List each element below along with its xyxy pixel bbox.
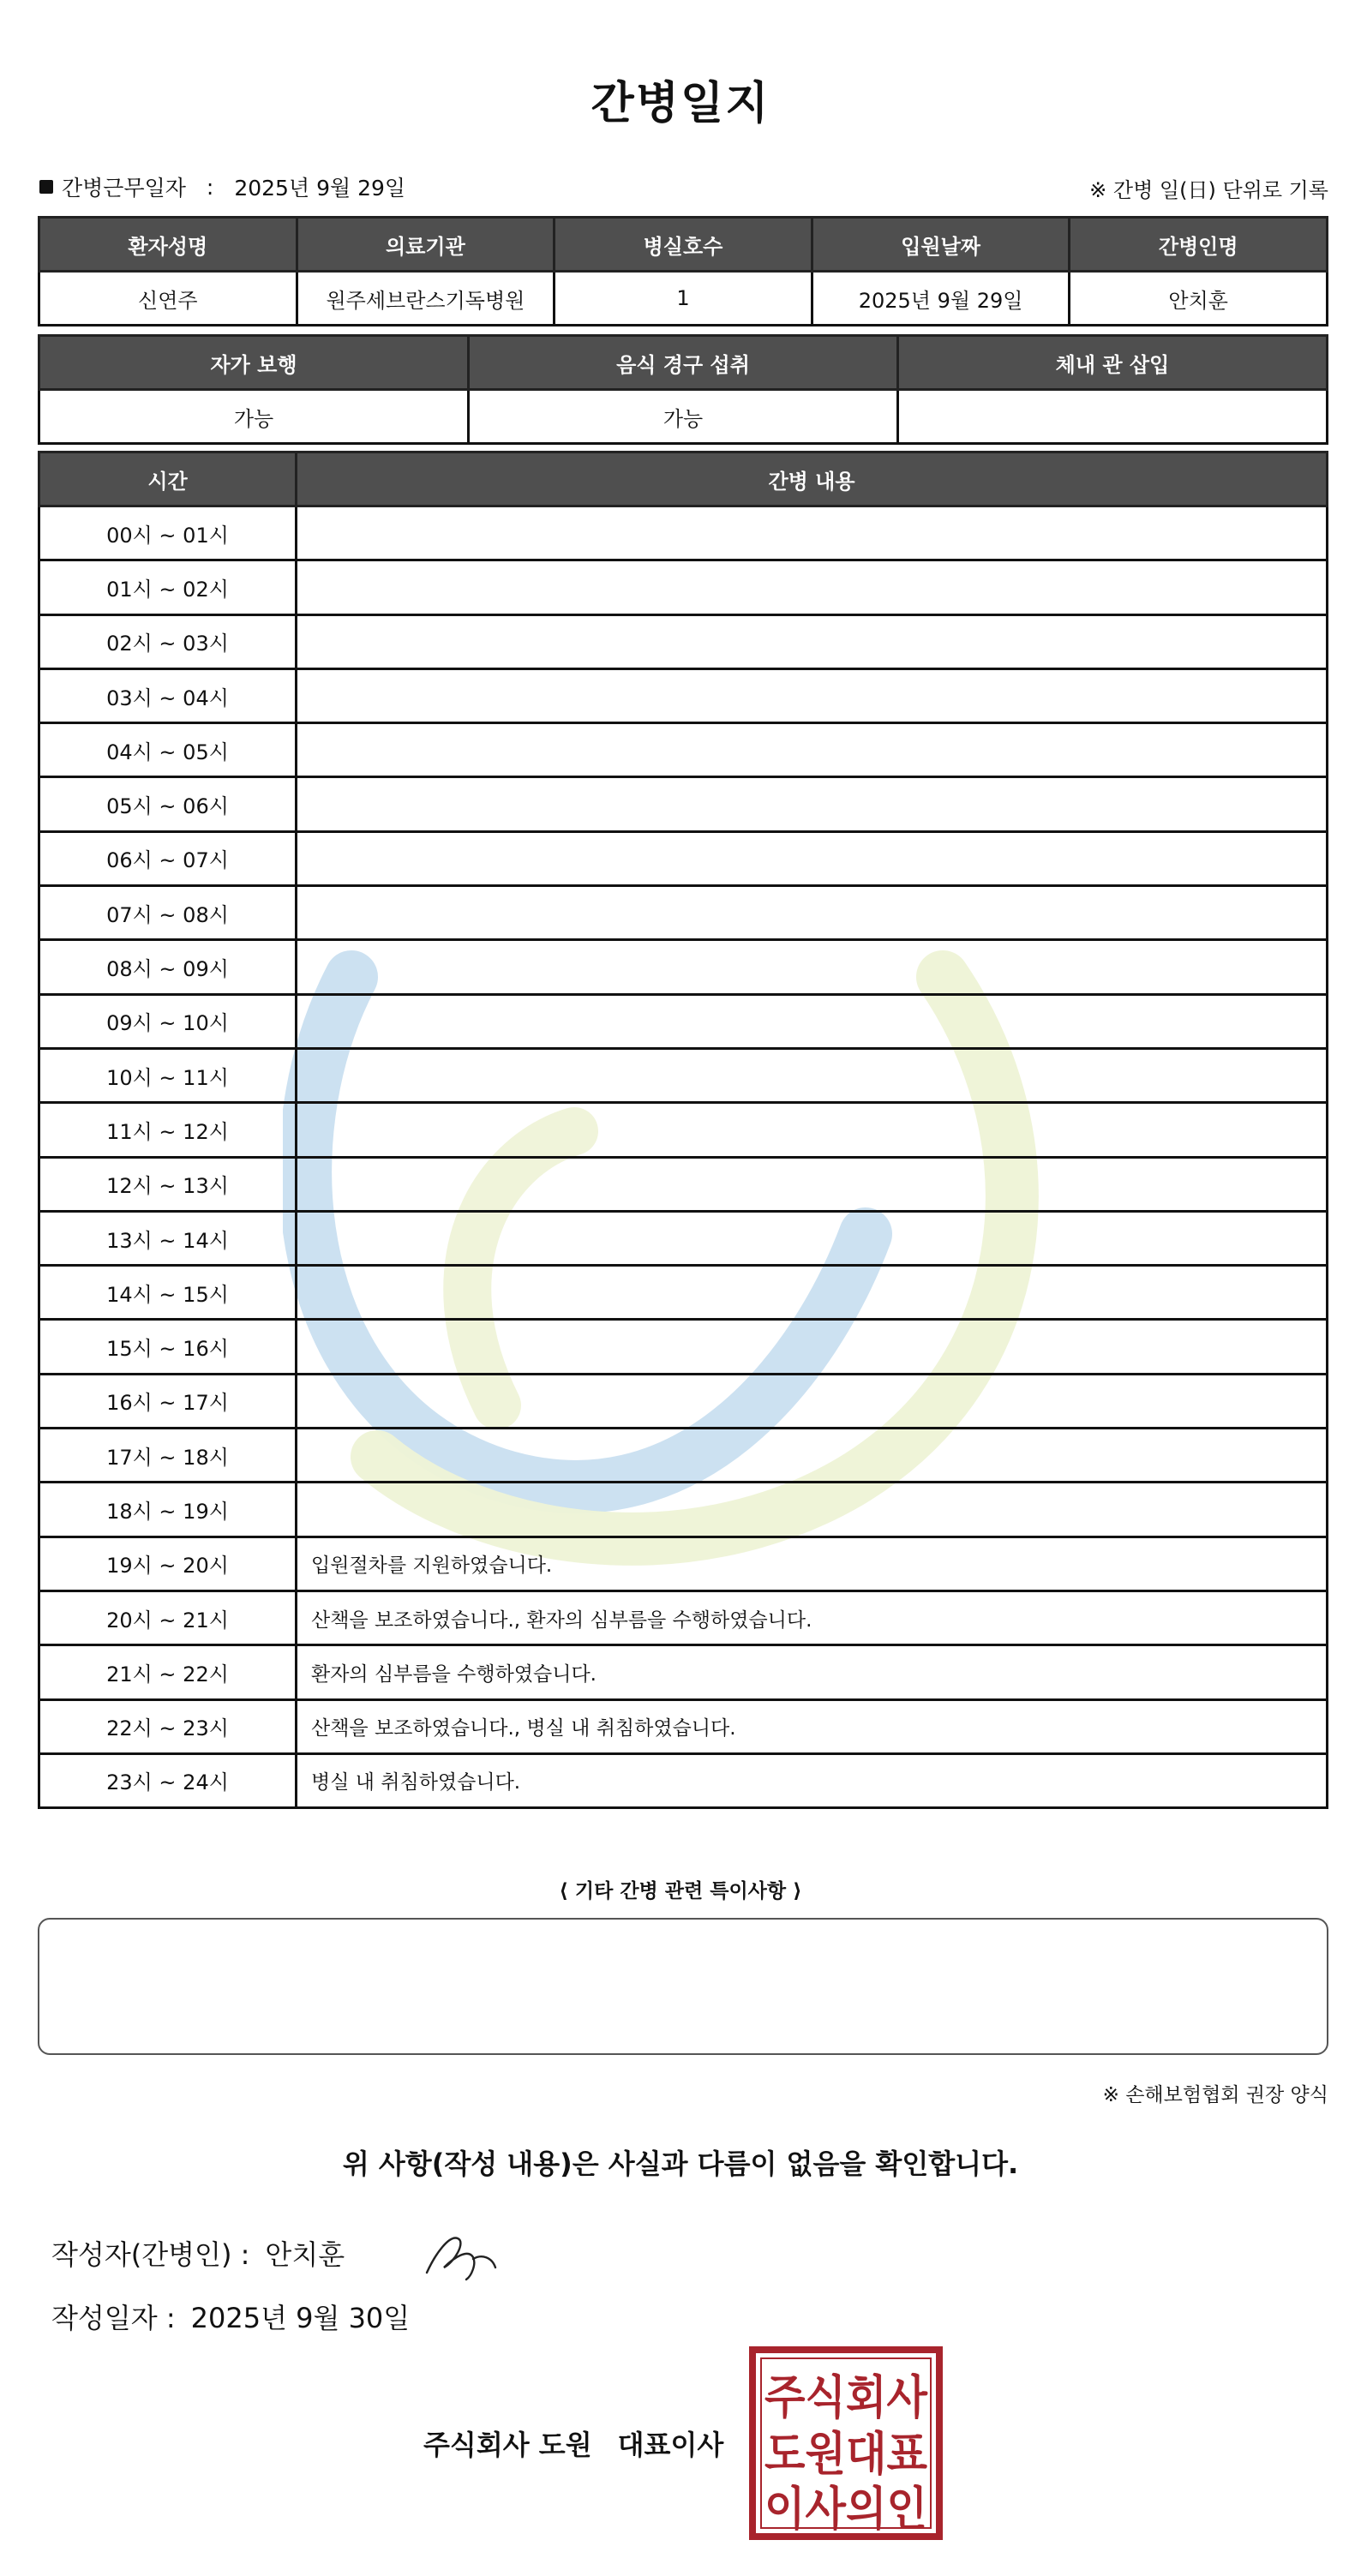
content-cell — [297, 1211, 1328, 1265]
header-care-content: 간병 내용 — [297, 452, 1328, 506]
time-cell: 04시 ~ 05시 — [39, 723, 297, 777]
self-walking-value: 가능 — [39, 390, 469, 444]
time-cell: 10시 ~ 11시 — [39, 1048, 297, 1102]
time-cell: 14시 ~ 15시 — [39, 1266, 297, 1320]
table-row — [39, 560, 1328, 614]
company-name: 주식회사 도원 — [423, 2429, 592, 2461]
content-cell — [297, 1103, 1328, 1157]
time-cell: 00시 ~ 01시 — [39, 506, 297, 560]
time-cell: 07시 ~ 08시 — [39, 886, 297, 940]
table-row — [39, 994, 1328, 1048]
table-row — [39, 777, 1328, 831]
content-cell — [297, 1320, 1328, 1374]
table-row — [39, 1157, 1328, 1211]
content-cell: 산책을 보조하였습니다., 병실 내 취침하였습니다. — [297, 1699, 1328, 1753]
writer-name: 안치훈 — [265, 2238, 345, 2271]
patient-name: 신연주 — [39, 272, 297, 326]
content-cell — [297, 723, 1328, 777]
time-cell: 05시 ~ 06시 — [39, 777, 297, 831]
oral-intake-value: 가능 — [469, 390, 898, 444]
company-title: 대표이사 — [617, 2429, 724, 2461]
header-room-number: 병실호수 — [555, 218, 812, 272]
table-row — [39, 1374, 1328, 1428]
table-row — [39, 1266, 1328, 1320]
patient-info-table — [38, 216, 1328, 326]
svg-text:이사의인: 이사의인 — [764, 2482, 927, 2536]
admission-date: 2025년 9월 29일 — [812, 272, 1070, 326]
content-cell — [297, 1048, 1328, 1102]
header-admission-date: 입원날짜 — [812, 218, 1070, 272]
time-cell: 20시 ~ 21시 — [39, 1591, 297, 1644]
content-cell — [297, 1374, 1328, 1428]
content-cell — [297, 994, 1328, 1048]
header-oral-intake: 음식 경구 섭취 — [469, 336, 898, 390]
tube-insertion-value — [898, 390, 1328, 444]
content-cell: 병실 내 취침하였습니다. — [297, 1753, 1328, 1807]
content-cell — [297, 940, 1328, 994]
time-cell: 15시 ~ 16시 — [39, 1320, 297, 1374]
content-cell — [297, 886, 1328, 940]
content-cell — [297, 668, 1328, 722]
time-cell: 17시 ~ 18시 — [39, 1429, 297, 1483]
header-time: 시간 — [39, 452, 297, 506]
written-date-line — [51, 2297, 410, 2336]
time-cell: 16시 ~ 17시 — [39, 1374, 297, 1428]
content-cell — [297, 831, 1328, 885]
content-cell — [297, 1266, 1328, 1320]
header-tube-insertion: 체내 관 삽입 — [898, 336, 1328, 390]
table-row — [39, 940, 1328, 994]
header-hospital: 의료기관 — [297, 218, 555, 272]
table-row — [39, 1429, 1328, 1483]
header-self-walking: 자가 보행 — [39, 336, 469, 390]
time-cell: 03시 ~ 04시 — [39, 668, 297, 722]
time-cell: 09시 ~ 10시 — [39, 994, 297, 1048]
table-row — [39, 1753, 1328, 1807]
time-cell: 21시 ~ 22시 — [39, 1645, 297, 1699]
table-row — [39, 1103, 1328, 1157]
work-date-separator: : — [206, 174, 214, 200]
writer-line — [51, 2233, 345, 2273]
content-cell: 입원절차를 지원하였습니다. — [297, 1537, 1328, 1591]
time-cell: 22시 ~ 23시 — [39, 1699, 297, 1753]
written-date-label: 작성일자 : — [51, 2302, 176, 2334]
time-cell: 06시 ~ 07시 — [39, 831, 297, 885]
table-row — [39, 1320, 1328, 1374]
hourly-log-table — [38, 451, 1328, 1809]
work-date-value: 2025년 9월 29일 — [234, 176, 406, 201]
company-seal-icon — [749, 2346, 943, 2540]
bullet-square-icon — [39, 180, 53, 194]
table-row — [39, 506, 1328, 560]
header-caregiver-name: 간병인명 — [1070, 218, 1328, 272]
table-row — [39, 1645, 1328, 1699]
room-number: 1 — [555, 272, 812, 326]
time-cell: 13시 ~ 14시 — [39, 1211, 297, 1265]
hospital-name: 원주세브란스기독병원 — [297, 272, 555, 326]
table-row — [39, 1211, 1328, 1265]
confirmation-statement: 위 사항(작성 내용)은 사실과 다름이 없음을 확인합니다. — [342, 2148, 1019, 2180]
writer-label: 작성자(간병인) : — [51, 2238, 250, 2271]
table-row — [39, 723, 1328, 777]
table-row — [39, 831, 1328, 885]
time-cell: 02시 ~ 03시 — [39, 614, 297, 668]
content-cell — [297, 1483, 1328, 1537]
notes-box — [38, 1918, 1328, 2055]
notes-title: ⟨ 기타 간병 관련 특이사항 ⟩ — [559, 1880, 802, 1902]
content-cell — [297, 614, 1328, 668]
record-note: ※ 간병 일(日) 단위로 기록 — [1089, 178, 1328, 202]
time-cell: 08시 ~ 09시 — [39, 940, 297, 994]
content-cell — [297, 1429, 1328, 1483]
work-date — [39, 171, 405, 202]
content-cell — [297, 1157, 1328, 1211]
company-line — [423, 2423, 723, 2463]
table-row — [39, 1537, 1328, 1591]
work-date-label: 간병근무일자 — [62, 176, 186, 201]
footnote: ※ 손해보험협회 권장 양식 — [1102, 2084, 1328, 2106]
time-cell: 19시 ~ 20시 — [39, 1537, 297, 1591]
time-cell: 23시 ~ 24시 — [39, 1753, 297, 1807]
content-cell — [297, 506, 1328, 560]
page-title: 간병일지 — [591, 78, 770, 129]
svg-text:도원대표: 도원대표 — [764, 2427, 927, 2481]
header-patient-name: 환자성명 — [39, 218, 297, 272]
written-date-value: 2025년 9월 30일 — [190, 2302, 411, 2334]
content-cell — [297, 560, 1328, 614]
table-row — [39, 1048, 1328, 1102]
table-row — [39, 1591, 1328, 1644]
signature-icon — [420, 2228, 506, 2288]
patient-status-table — [38, 334, 1328, 445]
table-row — [39, 886, 1328, 940]
table-row — [39, 668, 1328, 722]
time-cell: 11시 ~ 12시 — [39, 1103, 297, 1157]
time-cell: 18시 ~ 19시 — [39, 1483, 297, 1537]
table-row — [39, 614, 1328, 668]
svg-text:주식회사: 주식회사 — [764, 2370, 928, 2424]
caregiver-name: 안치훈 — [1070, 272, 1328, 326]
content-cell: 산책을 보조하였습니다., 환자의 심부름을 수행하였습니다. — [297, 1591, 1328, 1644]
time-cell: 01시 ~ 02시 — [39, 560, 297, 614]
table-row — [39, 1699, 1328, 1753]
table-row — [39, 1483, 1328, 1537]
content-cell — [297, 777, 1328, 831]
time-cell: 12시 ~ 13시 — [39, 1157, 297, 1211]
content-cell: 환자의 심부름을 수행하였습니다. — [297, 1645, 1328, 1699]
